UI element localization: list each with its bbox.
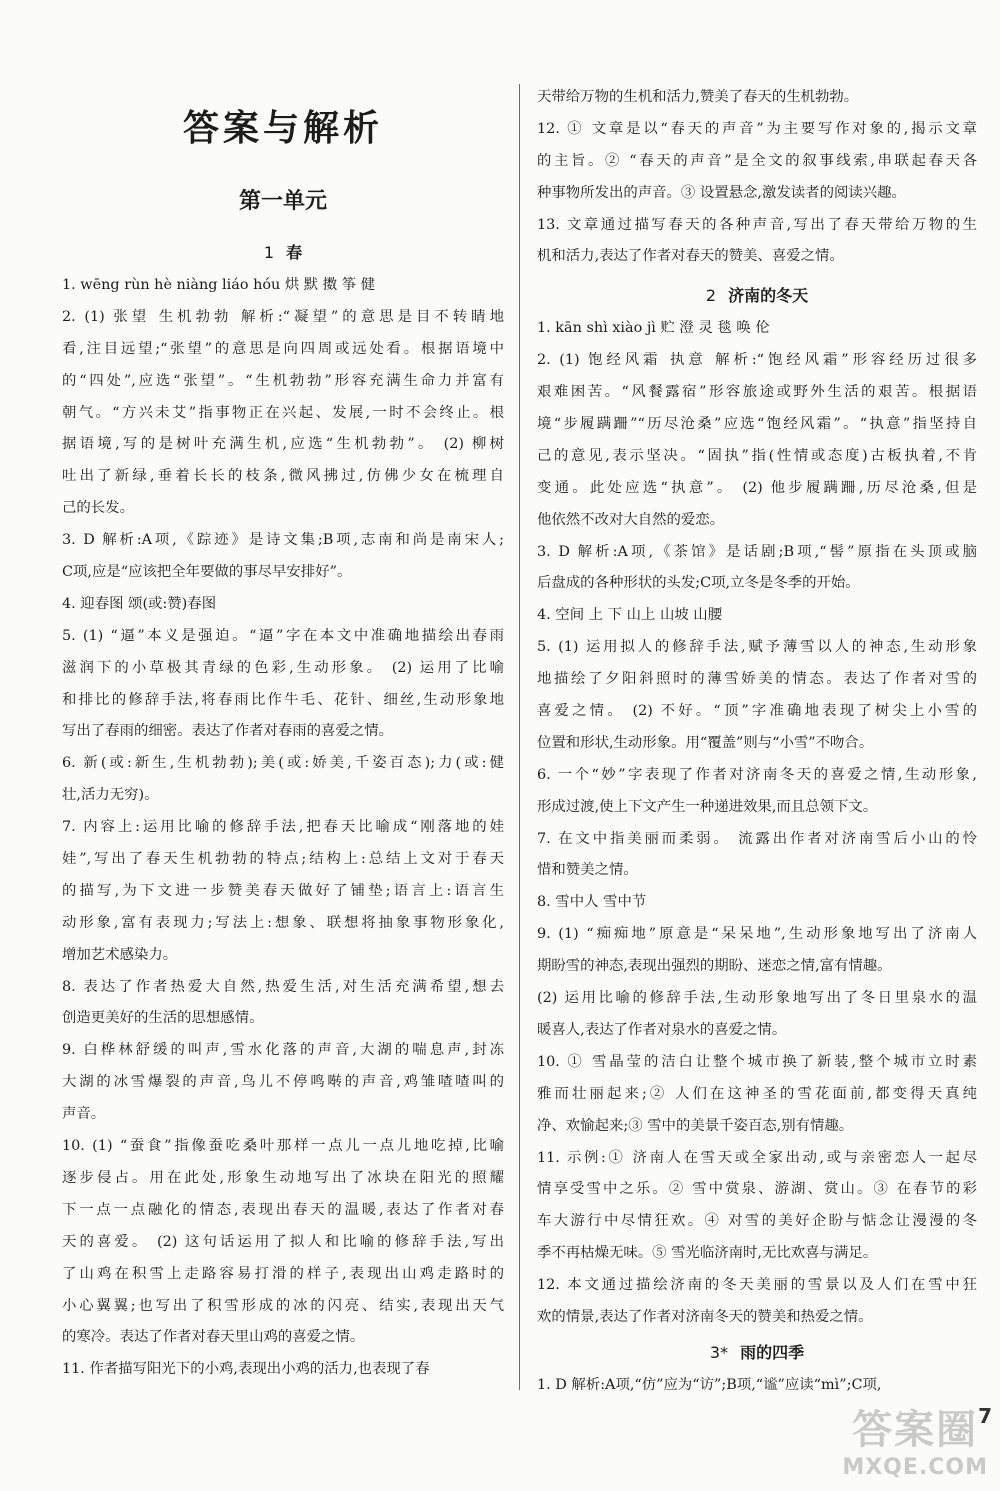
page-number: 7 xyxy=(978,1404,992,1428)
answer-line: 9. 白桦林舒缓的叫声,雪水化落的声音,大湖的喘息声,封冻 xyxy=(62,1042,504,1059)
answer-line: 写出了春雨的细密。表达了作者对春雨的喜爱之情。 xyxy=(62,723,393,740)
left-answer-lines xyxy=(62,270,504,1386)
answer-line: 的主旨。② “春天的声音”是全文的叙事线索,串联起春天各 xyxy=(537,152,977,169)
answer-line: 地描绘了夕阳斜照时的薄雪娇美的情态。表达了作者对雪的 xyxy=(537,671,977,688)
answer-line: 机和活力,表达了作者对春天的赞美、喜爱之情。 xyxy=(537,248,844,265)
answer-line: 下一点一点融化的情态,表现出春天的温暖,表达了作者对春 xyxy=(62,1201,504,1218)
answer-line: 期盼雪的神态,表现出强烈的期盼、迷恋之情,富有情趣。 xyxy=(537,958,892,975)
answer-line: 2. (1) 张望 生机勃勃 解析:“凝望”的意思是目不转睛地 xyxy=(62,308,504,325)
answer-line: 种事物所发出的声音。③ 设置悬念,激发读者的阅读兴趣。 xyxy=(537,184,906,201)
answer-line: 增加艺术感染力。 xyxy=(62,946,178,963)
answer-line: 的寒冷。表达了作者对春天里山鸡的喜爱之情。 xyxy=(62,1329,365,1346)
answer-line: 4. 迎春图 颂(或:赞)春图 xyxy=(62,595,217,612)
answer-line: 吐出了新绿,垂着长长的枝条,微风拂过,仿佛少女在梳理自 xyxy=(62,468,504,485)
right-answer-lines-b xyxy=(537,313,977,1334)
answer-line: 8. 表达了作者热爱大自然,热爱生活,对生活充满希望,想去 xyxy=(62,978,504,995)
answer-line: 朝气。“方兴未艾”指事物正在兴起、发展,一时不会终止。根 xyxy=(62,404,504,421)
answer-line: 8. 雪中人 雪中节 xyxy=(537,894,647,911)
answer-line: C项,应是“应该把全年要做的事尽早安排好”。 xyxy=(62,564,352,581)
answer-line: 和排比的修辞手法,将春雨比作牛毛、花针、细丝,生动形象地 xyxy=(62,691,504,708)
answer-line: 2. (1) 饱经风霜 执意 解析:“饱经风霜”形容经历过很多 xyxy=(537,352,977,369)
section-heading-1: 1 春 xyxy=(263,243,303,262)
answer-line: 位置和形状,生动形象。用“覆盖”则与“小雪”不吻合。 xyxy=(537,734,874,751)
answer-line: 12. ① 文章是以“春天的声音”为主要写作对象的,揭示文章 xyxy=(537,120,977,137)
answer-line: 小心翼翼;也写出了积雪形成的冰的闪亮、结实,表现出天气 xyxy=(62,1297,504,1314)
answer-line: 动形象,富有表现力;写法上:想象、联想将抽象事物形象化, xyxy=(62,914,504,931)
answer-line: 6. 新(或:新生,生机勃勃);美(或:娇美,千姿百态);力(或:健 xyxy=(62,755,504,772)
right-answer-lines-a xyxy=(537,82,977,273)
answer-line: 5. (1) “逼”本义是强迫。“逼”字在本文中准确地描绘出春雨 xyxy=(62,627,504,644)
answer-line: 喜爱之情。 (2) 不好。“顶”字准确地表现了树尖上小雪的 xyxy=(537,703,977,720)
section-heading-2: 2 济南的冬天 xyxy=(705,286,809,306)
answer-line: 滋润下的小草极其青绿的色彩,生动形象。 (2) 运用了比喻 xyxy=(62,659,504,676)
column-divider xyxy=(519,84,520,1390)
answer-line: 1. D 解析:A项,“仿”应为“访”;B项,“谧”应读“mì”;C项, xyxy=(537,1376,882,1393)
answer-line: 季不再枯燥无味。⑤ 雪光临济南时,无比欢喜与满足。 xyxy=(537,1245,878,1262)
answer-line: 艰难困苦。“风餐露宿”形容旅途或野外生活的艰苦。根据语 xyxy=(537,384,977,401)
answer-line: 欢的情景,表达了作者对济南冬天的赞美和热爱之情。 xyxy=(537,1308,873,1325)
answer-line: 7. 在文中指美丽而柔弱。 流露出作者对济南雪后小山的怜 xyxy=(537,830,977,847)
answer-line: 惜和赞美之情。 xyxy=(537,862,638,879)
answer-line: 逐步侵占。用在此处,形象生动地写出了冰块在阳光的照耀 xyxy=(62,1169,504,1186)
answer-line: 11. 作者描写阳光下的小鸡,表现出小鸡的活力,也表现了春 xyxy=(62,1361,430,1378)
answer-line: 的“四处”,应选“张望”。“生机勃勃”形容充满生命力并富有 xyxy=(62,372,504,389)
answer-line: 天的喜爱。 (2) 这句话运用了拟人和比喻的修辞手法,写出 xyxy=(62,1233,504,1250)
answer-line: 9. (1) “痴痴地”原意是“呆呆地”,生动形象地写出了济南人 xyxy=(537,926,977,943)
answer-line: 7. 内容上:运用比喻的修辞手法,把春天比喻成“刚落地的娃 xyxy=(62,819,504,836)
left-column xyxy=(62,238,504,1386)
answer-line: 看,注目远望;“张望”的意思是向四周或远处看。根据语境中 xyxy=(62,340,504,357)
answer-line: 3. D 解析:A项,《踪迹》是诗文集;B项,志南和尚是南宋人; xyxy=(62,532,504,549)
answer-line: 13. 文章通过描写春天的各种声音,写出了春天带给万物的生 xyxy=(537,216,977,233)
answer-line: 10. (1) “蚕食”指像蚕吃桑叶那样一点儿一点儿地吃掉,比喻 xyxy=(62,1138,504,1155)
answer-line: 己的长发。 xyxy=(62,500,134,517)
unit-title: 第一单元 xyxy=(238,189,327,214)
answer-line: 了山鸡在积雪上走路容易打滑的样子,表现出山鸡走路时的 xyxy=(62,1265,504,1282)
answer-line: 后盘成的各种形状的头发;C项,立冬是冬季的开始。 xyxy=(537,575,860,592)
page-title: 答案与解析 xyxy=(182,108,383,149)
answer-line: 雅而壮丽起来;② 人们在这神圣的雪花面前,都变得天真纯 xyxy=(537,1085,977,1102)
answer-line: 据语境,写的是树叶充满生机,应选“生机勃勃”。 (2) 柳树 xyxy=(62,436,504,453)
answer-line: 己的意见,表示坚决。“固执”指(性情或态度)古板执着,不肯 xyxy=(537,447,977,464)
answer-line: (2) 运用比喻的修辞手法,生动形象地写出了冬日里泉水的温 xyxy=(537,990,977,1007)
answer-line: 创造更美好的生活的思想感情。 xyxy=(62,1010,264,1027)
answer-line: 10. ① 雪晶莹的洁白让整个城市换了新装,整个城市立时素 xyxy=(537,1053,977,1070)
answer-line: 3. D 解析:A项,《茶馆》是话剧;B项,“髻”原指在头顶或脑 xyxy=(537,543,977,560)
answer-line: 形成过渡,使上下文产生一种递进效果,而且总领下文。 xyxy=(537,798,878,815)
answer-line: 大湖的冰雪爆裂的声音,鸟儿不停鸣啭的声音,鸡雏喳喳叫的 xyxy=(62,1074,504,1091)
right-answer-lines-c xyxy=(537,1370,977,1402)
answer-line: 娃”,写出了春天生机勃勃的特点;结构上:总结上文对于春天 xyxy=(62,851,504,868)
answer-line: 情享受雪中之乐。② 雪中赏泉、游湖、赏山。③ 在春节的彩 xyxy=(537,1181,977,1198)
answer-line: 1. wēng rùn hè niàng liáo hóu 烘 默 擞 筝 健 xyxy=(62,277,376,293)
answer-line: 11. 示例:① 济南人在雪天或全家出动,或与亲密恋人一起尽 xyxy=(537,1149,977,1166)
answer-line: 壮,活力无穷)。 xyxy=(62,787,159,804)
watermark xyxy=(842,1398,988,1480)
answer-line: 5. (1) 运用拟人的修辞手法,赋予薄雪以人的神态,生动形象 xyxy=(537,639,977,656)
answer-line: 他依然不改对大自然的爱恋。 xyxy=(537,511,725,528)
answer-line: 天带给万物的生机和活力,赞美了春天的生机勃勃。 xyxy=(537,89,859,105)
section-heading-3: 3* 雨的四季 xyxy=(709,1342,805,1362)
answer-line: 4. 空间 上 下 山上 山坡 山腰 xyxy=(537,607,723,624)
watermark-url: MXQE.COM xyxy=(842,1455,988,1480)
answer-line: 6. 一个“妙”字表现了作者对济南冬天的喜爱之情,生动形象, xyxy=(537,766,977,783)
answer-line: 变通。此处应选“执意”。 (2) 他步履蹒跚,历尽沧桑,但是 xyxy=(537,479,977,496)
answer-line: 净、欢愉起来;③ 雪中的美景千姿百态,别有情趣。 xyxy=(537,1117,854,1134)
answer-line: 12. 本文通过描绘济南的冬天美丽的雪景以及人们在雪中狂 xyxy=(537,1277,977,1294)
answer-line: 境“步履蹒跚”“历尽沧桑”应选“饱经风霜”。“执意”指坚持自 xyxy=(537,416,977,433)
answer-line: 车大游行中尽情狂欢。④ 对雪的美好企盼与惦念让漫漫的冬 xyxy=(537,1213,977,1230)
watermark-logo-text: 答案圈 xyxy=(852,1407,979,1453)
answer-line: 的描写,为下文进一步赞美春天做好了铺垫;语言上:语言生 xyxy=(62,882,504,899)
right-column xyxy=(537,82,977,1402)
answer-line: 声音。 xyxy=(62,1106,106,1123)
answer-line: 暖喜人,表达了作者对泉水的喜爱之情。 xyxy=(537,1021,787,1038)
answer-line: 1. kān shì xiào jì 贮 澄 灵 毯 唤 伦 xyxy=(537,320,770,337)
